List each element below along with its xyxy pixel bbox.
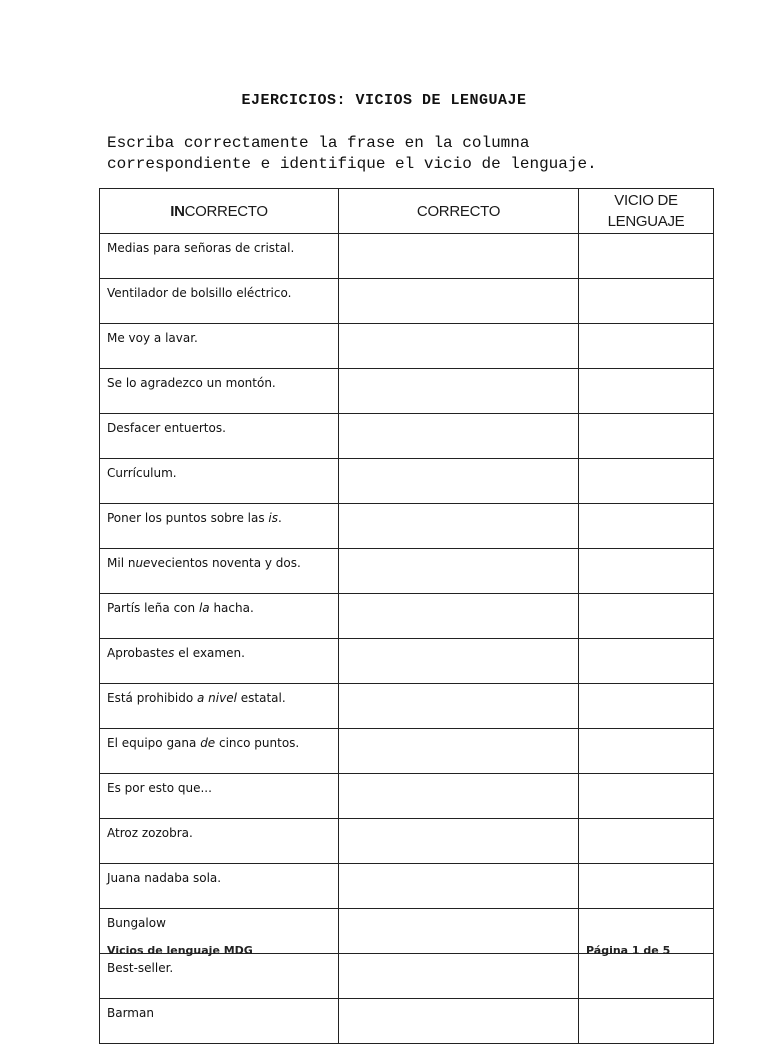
header-vice-line1: VICIO DE — [614, 192, 678, 209]
footer-page-number: Página 1 de 5 — [586, 944, 671, 957]
footer-left: Vicios de lenguaje MDG — [107, 944, 253, 957]
correct-answer-cell[interactable] — [339, 909, 579, 954]
phrase-text-end: cinco puntos. — [215, 736, 300, 750]
table-row — [100, 684, 714, 729]
incorrect-phrase-cell — [100, 819, 339, 864]
table-row — [100, 774, 714, 819]
vice-answer-cell[interactable] — [579, 549, 714, 594]
vice-answer-cell[interactable] — [579, 999, 714, 1044]
table-row — [100, 954, 714, 999]
incorrect-phrase-cell — [100, 504, 339, 549]
table-row — [100, 594, 714, 639]
phrase-italic: a nivel — [197, 691, 237, 705]
phrase-text: Poner los puntos sobre las — [107, 511, 269, 525]
table-row — [100, 549, 714, 594]
correct-answer-cell[interactable] — [339, 414, 579, 459]
phrase-text-end: . — [278, 511, 282, 525]
vice-answer-cell[interactable] — [579, 684, 714, 729]
table-row — [100, 864, 714, 909]
phrase-text: Se lo agradezco un montón. — [107, 376, 276, 390]
instructions: Escriba correctamente la frase en la columna correspondiente e identifique el vicio de lenguaje. — [107, 134, 597, 173]
phrase-text: El equipo gana — [107, 736, 201, 750]
phrase-text: Partís leña con — [107, 601, 199, 615]
correct-answer-cell[interactable] — [339, 639, 579, 684]
correct-answer-cell[interactable] — [339, 999, 579, 1044]
vice-answer-cell[interactable] — [579, 639, 714, 684]
incorrect-phrase-cell — [100, 639, 339, 684]
table-row — [100, 639, 714, 684]
phrase-text: Barman — [107, 1006, 154, 1020]
incorrect-phrase-cell — [100, 414, 339, 459]
phrase-italic: ue — [135, 556, 151, 570]
phrase-text: Está prohibido — [107, 691, 197, 705]
phrase-text-end: vecientos noventa y dos. — [150, 556, 301, 570]
table-row — [100, 999, 714, 1044]
header-incorrect-bold: IN — [170, 202, 185, 220]
table-row — [100, 234, 714, 279]
correct-answer-cell[interactable] — [339, 459, 579, 504]
phrase-text: Currículum. — [107, 466, 177, 480]
document-title: EJERCICIOS: VICIOS DE LENGUAJE — [241, 92, 527, 109]
vice-answer-cell[interactable] — [579, 324, 714, 369]
phrase-text: Ventilador de bolsillo eléctrico. — [107, 286, 292, 300]
correct-answer-cell[interactable] — [339, 864, 579, 909]
vice-answer-cell[interactable] — [579, 819, 714, 864]
vice-answer-cell[interactable] — [579, 234, 714, 279]
phrase-italic: s — [168, 646, 175, 660]
table-row — [100, 459, 714, 504]
correct-answer-cell[interactable] — [339, 819, 579, 864]
correct-answer-cell[interactable] — [339, 369, 579, 414]
phrase-text-end: el examen. — [174, 646, 245, 660]
phrase-italic: de — [200, 736, 216, 750]
vice-answer-cell[interactable] — [579, 279, 714, 324]
vice-answer-cell[interactable] — [579, 594, 714, 639]
phrase-text: Me voy a lavar. — [107, 331, 198, 345]
table-row — [100, 279, 714, 324]
correct-answer-cell[interactable] — [339, 549, 579, 594]
incorrect-phrase-cell — [100, 279, 339, 324]
incorrect-phrase-cell — [100, 954, 339, 999]
correct-answer-cell[interactable] — [339, 234, 579, 279]
vice-answer-cell[interactable] — [579, 954, 714, 999]
incorrect-phrase-cell — [100, 774, 339, 819]
correct-answer-cell[interactable] — [339, 324, 579, 369]
vice-answer-cell[interactable] — [579, 504, 714, 549]
phrase-text: Juana nadaba sola. — [107, 871, 222, 885]
phrase-text: Best-seller. — [107, 961, 174, 975]
header-vice-line2: LENGUAJE — [607, 213, 685, 230]
correct-answer-cell[interactable] — [339, 594, 579, 639]
correct-answer-cell[interactable] — [339, 684, 579, 729]
phrase-text-end: estatal. — [236, 691, 286, 705]
vice-answer-cell[interactable] — [579, 864, 714, 909]
exercise-table — [99, 188, 714, 1044]
table-row — [100, 504, 714, 549]
phrase-italic: la — [198, 601, 210, 615]
correct-answer-cell[interactable] — [339, 729, 579, 774]
table-header-row — [100, 189, 714, 234]
header-vice — [579, 189, 714, 234]
phrase-text: Bungalow — [107, 916, 166, 930]
phrase-italic: is — [268, 511, 278, 525]
incorrect-phrase-cell — [100, 594, 339, 639]
incorrect-phrase-cell — [100, 864, 339, 909]
phrase-text: Es por esto que... — [107, 781, 212, 795]
table-row — [100, 414, 714, 459]
incorrect-phrase-cell — [100, 369, 339, 414]
incorrect-phrase-cell — [100, 459, 339, 504]
vice-answer-cell[interactable] — [579, 729, 714, 774]
incorrect-phrase-cell — [100, 684, 339, 729]
table-row — [100, 729, 714, 774]
correct-answer-cell[interactable] — [339, 774, 579, 819]
header-incorrect-rest: CORRECTO — [184, 202, 268, 220]
correct-answer-cell[interactable] — [339, 504, 579, 549]
vice-answer-cell[interactable] — [579, 459, 714, 504]
header-incorrect — [100, 189, 339, 234]
vice-answer-cell[interactable] — [579, 369, 714, 414]
incorrect-phrase-cell — [100, 324, 339, 369]
phrase-text: Aprobaste — [107, 646, 169, 660]
phrase-text: Desfacer entuertos. — [107, 421, 226, 435]
correct-answer-cell[interactable] — [339, 954, 579, 999]
phrase-text: Atroz zozobra. — [107, 826, 193, 840]
incorrect-phrase-cell — [100, 549, 339, 594]
incorrect-phrase-cell — [100, 729, 339, 774]
phrase-text: Medias para señoras de cristal. — [107, 241, 295, 255]
vice-answer-cell[interactable] — [579, 414, 714, 459]
correct-answer-cell[interactable] — [339, 279, 579, 324]
phrase-text-end: hacha. — [209, 601, 254, 615]
table-row — [100, 324, 714, 369]
incorrect-phrase-cell — [100, 999, 339, 1044]
header-correct: CORRECTO — [339, 189, 579, 234]
phrase-text: Mil n — [107, 556, 136, 570]
table-row — [100, 819, 714, 864]
incorrect-phrase-cell — [100, 234, 339, 279]
vice-answer-cell[interactable] — [579, 774, 714, 819]
table-row — [100, 369, 714, 414]
